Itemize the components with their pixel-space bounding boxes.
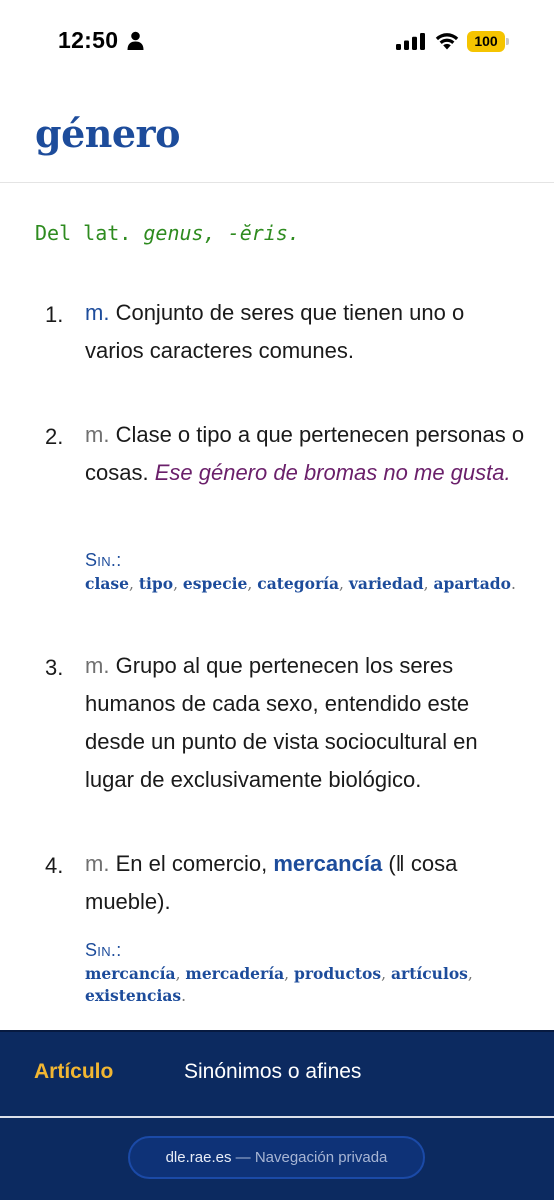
synonym-link[interactable]: mercancía <box>85 964 176 983</box>
person-icon <box>127 31 144 50</box>
synonyms-list: clase, tipo, especie, categoría, variedad, apartado. <box>85 574 516 593</box>
definition-text: Grupo al que pertenecen los seres humanos de cada sexo, entendido este desde un punto de vista sociocultural en lugar de exclusivamente biológico. <box>85 653 478 792</box>
definition-text: Conjunto de seres que tienen uno o varios caracteres comunes. <box>85 300 465 363</box>
synonym-link[interactable]: categoría <box>257 574 340 593</box>
synonym-link[interactable]: tipo <box>138 574 174 593</box>
browser-toolbar <box>0 1118 554 1200</box>
synonym-link[interactable]: artículos <box>390 964 468 983</box>
definition-text: En el comercio, <box>115 851 268 876</box>
signal-icon <box>396 33 425 50</box>
entry-header <box>0 84 554 183</box>
status-bar <box>0 0 554 84</box>
wifi-icon <box>434 30 460 50</box>
etymology-word: genus, -ĕris. <box>143 221 300 245</box>
usage-example: Ese género de bromas no me gusta. <box>154 460 511 485</box>
entry-content[interactable] <box>0 183 554 1030</box>
private-mode-label: Navegación privada <box>254 1149 388 1166</box>
grammar-abbr: m. <box>85 653 110 678</box>
etymology-prefix: Del lat. <box>35 221 144 245</box>
synonyms-list: mercancía, mercadería, productos, artículos, existencias. <box>85 964 473 1005</box>
grammar-abbr: m. <box>85 422 110 447</box>
tab-article[interactable]: Artículo <box>34 1060 114 1083</box>
synonyms-label: Sin.: <box>85 550 122 570</box>
sense-number: 3. <box>45 655 64 680</box>
synonyms-label: Sin.: <box>85 940 122 960</box>
synonym-link[interactable]: existencias <box>85 986 182 1005</box>
sense-number: 1. <box>45 302 64 327</box>
synonyms-block-4 <box>85 940 525 1007</box>
grammar-abbr: m. <box>85 851 110 876</box>
synonym-link[interactable]: especie <box>182 574 248 593</box>
url-domain: dle.rae.es <box>165 1149 232 1166</box>
url-separator: — <box>235 1149 251 1166</box>
synonym-link[interactable]: productos <box>294 964 382 983</box>
sense-number: 4. <box>45 853 64 878</box>
headword: género <box>35 111 180 156</box>
synonyms-block-2 <box>85 550 525 595</box>
grammar-abbr: m. <box>85 300 110 325</box>
address-bar[interactable] <box>128 1136 425 1179</box>
battery-icon <box>467 31 509 52</box>
etymology <box>35 221 300 245</box>
synonym-link[interactable]: mercadería <box>185 964 285 983</box>
synonym-link[interactable]: apartado <box>433 574 511 593</box>
sense-number: 2. <box>45 424 64 449</box>
definition-text-after: (‖ cosa mueble). <box>85 851 458 914</box>
battery-level: 100 <box>474 33 498 49</box>
bottom-tab-bar <box>0 1030 554 1116</box>
definition-text: Clase o tipo a que pertenecen personas o cosas. <box>85 422 525 485</box>
synonym-link[interactable]: variedad <box>348 574 424 593</box>
status-time: 12:50 <box>58 27 119 53</box>
tab-synonyms[interactable]: Sinónimos o afines <box>184 1060 362 1083</box>
synonym-link[interactable]: clase <box>85 574 129 593</box>
cross-reference-link[interactable]: mercancía <box>273 851 383 876</box>
